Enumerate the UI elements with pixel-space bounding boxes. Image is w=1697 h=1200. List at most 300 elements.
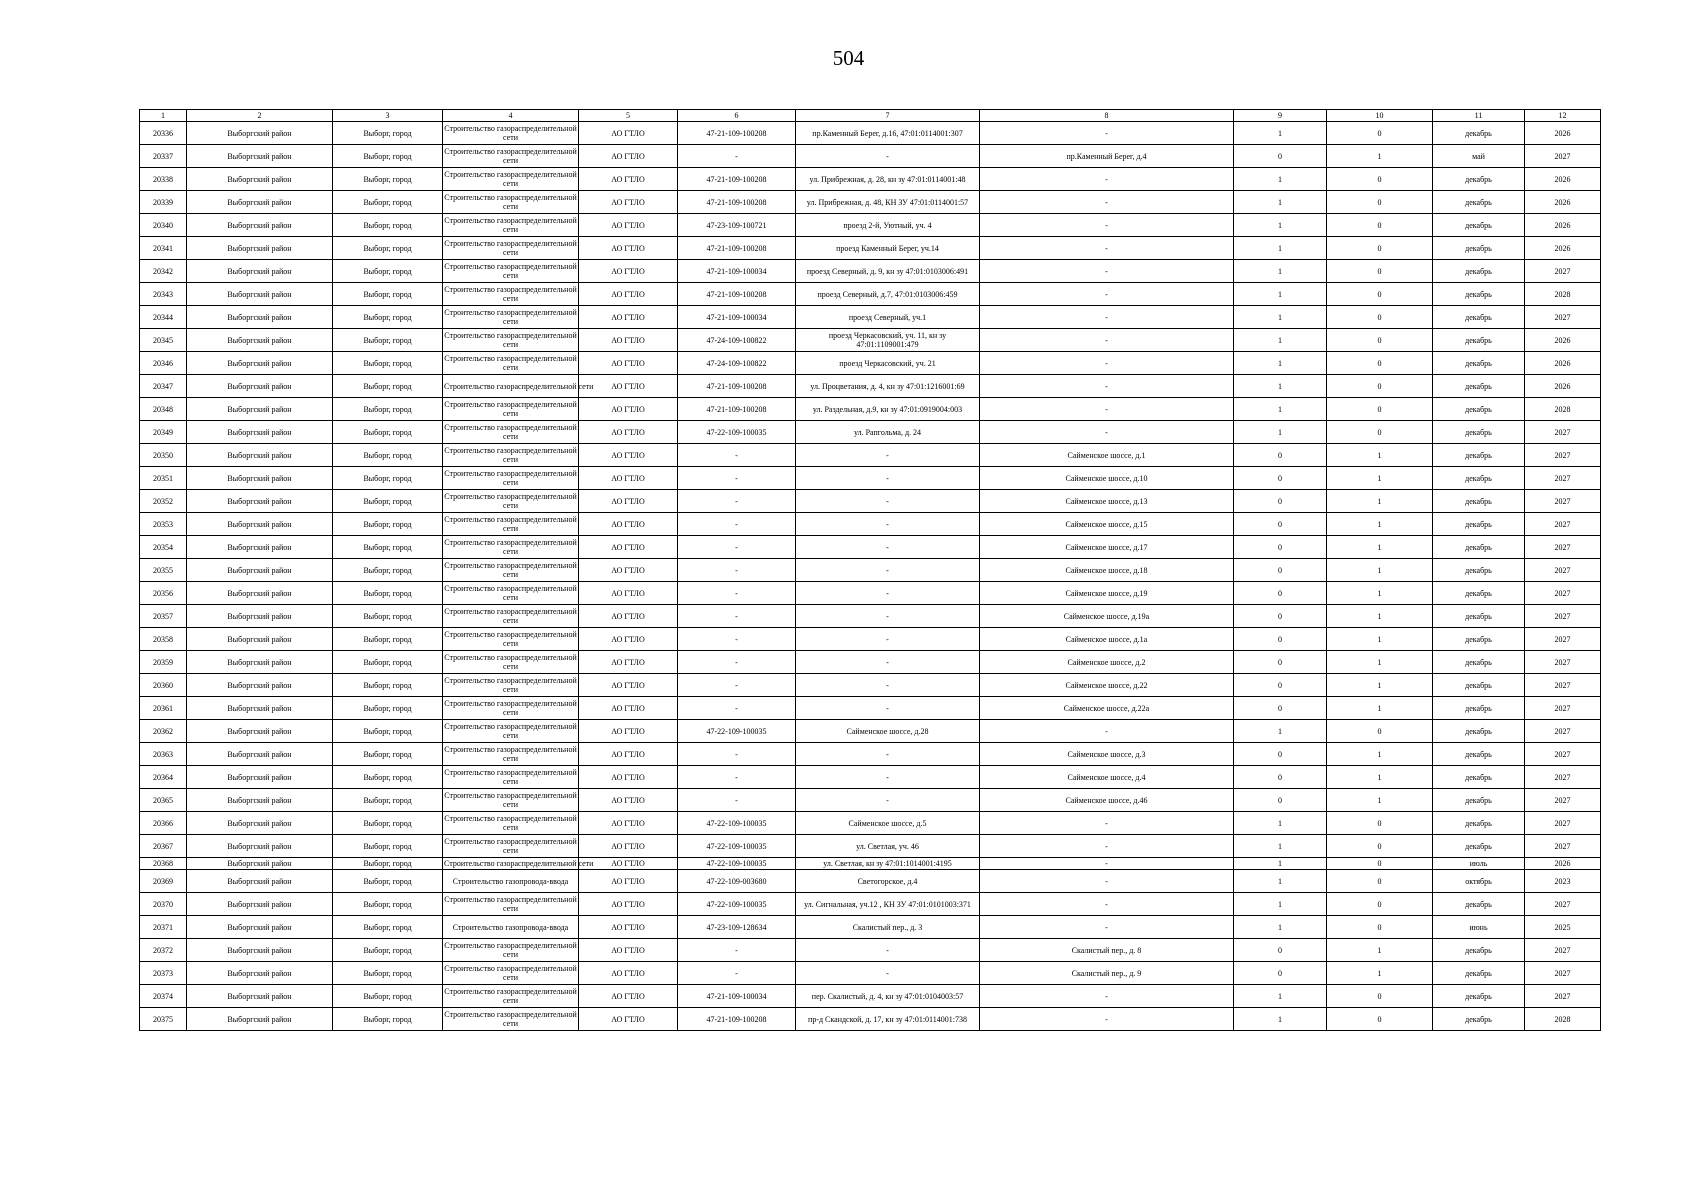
- work-type-cell: Строительство газораспределительной сети: [443, 939, 579, 962]
- district-cell: Выборгский район: [187, 766, 333, 789]
- district-cell: Выборгский район: [187, 168, 333, 191]
- district-cell: Выборгский район: [187, 237, 333, 260]
- month-cell: декабрь: [1433, 985, 1525, 1008]
- table-row: [140, 283, 1601, 306]
- year-cell: 2025: [1525, 916, 1601, 939]
- organization-cell: АО ГТЛО: [579, 939, 678, 962]
- address-with-permit-cell: -: [796, 939, 980, 962]
- column-header: 10: [1327, 110, 1433, 122]
- work-type-cell: Строительство газораспределительной сети: [443, 421, 579, 444]
- gdp-code-cell: -: [678, 605, 796, 628]
- year-cell: 2027: [1525, 605, 1601, 628]
- gdp-code-cell: -: [678, 674, 796, 697]
- count-with-permit-cell: 0: [1234, 743, 1327, 766]
- gdp-code-cell: -: [678, 962, 796, 985]
- district-cell: Выборгский район: [187, 628, 333, 651]
- address-without-permit-cell: Сайменское шоссе, д.2: [980, 651, 1234, 674]
- settlement-cell: Выборг, город: [333, 444, 443, 467]
- table-row: [140, 893, 1601, 916]
- settlement-cell: Выборг, город: [333, 582, 443, 605]
- count-with-permit-cell: 1: [1234, 283, 1327, 306]
- row-number-cell: 20370: [140, 893, 187, 916]
- month-cell: июль: [1433, 858, 1525, 870]
- settlement-cell: Выборг, город: [333, 122, 443, 145]
- row-number-cell: 20341: [140, 237, 187, 260]
- settlement-cell: Выборг, город: [333, 398, 443, 421]
- organization-cell: АО ГТЛО: [579, 962, 678, 985]
- row-number-cell: 20349: [140, 421, 187, 444]
- district-cell: Выборгский район: [187, 283, 333, 306]
- address-with-permit-cell: проезд 2-й, Уютный, уч. 4: [796, 214, 980, 237]
- count-without-permit-cell: 0: [1327, 283, 1433, 306]
- count-with-permit-cell: 1: [1234, 985, 1327, 1008]
- row-number-cell: 20356: [140, 582, 187, 605]
- month-cell: декабрь: [1433, 766, 1525, 789]
- district-cell: Выборгский район: [187, 559, 333, 582]
- organization-cell: АО ГТЛО: [579, 559, 678, 582]
- count-with-permit-cell: 1: [1234, 421, 1327, 444]
- count-without-permit-cell: 0: [1327, 306, 1433, 329]
- count-with-permit-cell: 0: [1234, 674, 1327, 697]
- month-cell: декабрь: [1433, 398, 1525, 421]
- count-with-permit-cell: 1: [1234, 398, 1327, 421]
- address-with-permit-cell: ул. Процветания, д. 4, кн зу 47:01:1216001:69: [796, 375, 980, 398]
- district-cell: Выборгский район: [187, 674, 333, 697]
- table-row: [140, 214, 1601, 237]
- gdp-code-cell: 47-21-109-100034: [678, 306, 796, 329]
- work-type-cell: Строительство газораспределительной сети: [443, 536, 579, 559]
- address-with-permit-cell: ул. Прибрежная, д. 48, КН ЗУ 47:01:0114001:57: [796, 191, 980, 214]
- table-row: [140, 962, 1601, 985]
- settlement-cell: Выборг, город: [333, 766, 443, 789]
- district-cell: Выборгский район: [187, 490, 333, 513]
- address-with-permit-cell: -: [796, 628, 980, 651]
- month-cell: декабрь: [1433, 939, 1525, 962]
- address-without-permit-cell: -: [980, 1008, 1234, 1031]
- address-with-permit-cell: ул. Прибрежная, д. 28, кн зу 47:01:0114001:48: [796, 168, 980, 191]
- month-cell: декабрь: [1433, 893, 1525, 916]
- address-with-permit-cell: проезд Северный, уч.1: [796, 306, 980, 329]
- district-cell: Выборгский район: [187, 513, 333, 536]
- address-with-permit-cell: проезд Каменный Берег, уч.14: [796, 237, 980, 260]
- column-header: 11: [1433, 110, 1525, 122]
- gdp-code-cell: -: [678, 559, 796, 582]
- district-cell: Выборгский район: [187, 352, 333, 375]
- row-number-cell: 20339: [140, 191, 187, 214]
- table-row: [140, 536, 1601, 559]
- organization-cell: АО ГТЛО: [579, 444, 678, 467]
- address-with-permit-cell: -: [796, 651, 980, 674]
- page-number: 504: [832, 46, 865, 70]
- gdp-code-cell: 47-21-109-100208: [678, 237, 796, 260]
- address-with-permit-cell: проезд Черкасовский, уч. 11, кн зу 47:01:1109001:479: [796, 329, 980, 352]
- month-cell: декабрь: [1433, 237, 1525, 260]
- address-with-permit-cell: ул. Светлая, кн зу 47:01:1014001:4195: [796, 858, 980, 870]
- row-number-cell: 20373: [140, 962, 187, 985]
- year-cell: 2027: [1525, 145, 1601, 168]
- address-without-permit-cell: -: [980, 306, 1234, 329]
- address-without-permit-cell: Сайменское шоссе, д.17: [980, 536, 1234, 559]
- row-number-cell: 20336: [140, 122, 187, 145]
- row-number-cell: 20361: [140, 697, 187, 720]
- count-without-permit-cell: 0: [1327, 398, 1433, 421]
- gdp-code-cell: 47-21-109-100208: [678, 375, 796, 398]
- work-type-cell: Строительство газораспределительной сети: [443, 122, 579, 145]
- settlement-cell: Выборг, город: [333, 352, 443, 375]
- month-cell: декабрь: [1433, 122, 1525, 145]
- work-type-cell: Строительство газораспределительной сети: [443, 605, 579, 628]
- gdp-code-cell: 47-22-109-003680: [678, 870, 796, 893]
- year-cell: 2026: [1525, 191, 1601, 214]
- address-without-permit-cell: Сайменское шоссе, д.4: [980, 766, 1234, 789]
- organization-cell: АО ГТЛО: [579, 214, 678, 237]
- organization-cell: АО ГТЛО: [579, 145, 678, 168]
- month-cell: декабрь: [1433, 444, 1525, 467]
- table-row: [140, 720, 1601, 743]
- district-cell: Выборгский район: [187, 306, 333, 329]
- column-header: 4: [443, 110, 579, 122]
- count-without-permit-cell: 1: [1327, 628, 1433, 651]
- year-cell: 2026: [1525, 329, 1601, 352]
- month-cell: декабрь: [1433, 375, 1525, 398]
- address-without-permit-cell: Сайменское шоссе, д.22а: [980, 697, 1234, 720]
- organization-cell: АО ГТЛО: [579, 513, 678, 536]
- address-with-permit-cell: Сайменское шоссе, д.5: [796, 812, 980, 835]
- row-number-cell: 20352: [140, 490, 187, 513]
- row-number-cell: 20360: [140, 674, 187, 697]
- month-cell: декабрь: [1433, 260, 1525, 283]
- count-without-permit-cell: 1: [1327, 582, 1433, 605]
- address-with-permit-cell: ул. Сигнальная, уч.12 , КН ЗУ 47:01:0101003:371: [796, 893, 980, 916]
- count-with-permit-cell: 0: [1234, 536, 1327, 559]
- district-cell: Выборгский район: [187, 214, 333, 237]
- address-with-permit-cell: пер. Скалистый, д. 4, кн зу 47:01:0104003:57: [796, 985, 980, 1008]
- year-cell: 2027: [1525, 467, 1601, 490]
- count-with-permit-cell: 0: [1234, 962, 1327, 985]
- organization-cell: АО ГТЛО: [579, 352, 678, 375]
- organization-cell: АО ГТЛО: [579, 766, 678, 789]
- gdp-code-cell: 47-21-109-100208: [678, 168, 796, 191]
- month-cell: октябрь: [1433, 870, 1525, 893]
- month-cell: декабрь: [1433, 743, 1525, 766]
- address-with-permit-cell: -: [796, 962, 980, 985]
- organization-cell: АО ГТЛО: [579, 812, 678, 835]
- gdp-code-cell: 47-21-109-100208: [678, 398, 796, 421]
- table-row: [140, 870, 1601, 893]
- table-row: [140, 398, 1601, 421]
- month-cell: декабрь: [1433, 812, 1525, 835]
- count-without-permit-cell: 1: [1327, 490, 1433, 513]
- table-row: [140, 375, 1601, 398]
- work-type-cell: Строительство газораспределительной сети: [443, 720, 579, 743]
- row-number-cell: 20340: [140, 214, 187, 237]
- work-type-cell: Строительство газораспределительной сети: [443, 375, 579, 398]
- year-cell: 2027: [1525, 628, 1601, 651]
- district-cell: Выборгский район: [187, 789, 333, 812]
- row-number-cell: 20348: [140, 398, 187, 421]
- work-type-cell: Строительство газораспределительной сети: [443, 444, 579, 467]
- district-cell: Выборгский район: [187, 870, 333, 893]
- settlement-cell: Выборг, город: [333, 789, 443, 812]
- work-type-cell: Строительство газопровода-ввода: [443, 870, 579, 893]
- organization-cell: АО ГТЛО: [579, 720, 678, 743]
- year-cell: 2026: [1525, 122, 1601, 145]
- organization-cell: АО ГТЛО: [579, 1008, 678, 1031]
- year-cell: 2026: [1525, 237, 1601, 260]
- organization-cell: АО ГТЛО: [579, 398, 678, 421]
- settlement-cell: Выборг, город: [333, 962, 443, 985]
- year-cell: 2028: [1525, 283, 1601, 306]
- year-cell: 2027: [1525, 743, 1601, 766]
- month-cell: декабрь: [1433, 720, 1525, 743]
- count-with-permit-cell: 0: [1234, 582, 1327, 605]
- row-number-cell: 20343: [140, 283, 187, 306]
- address-without-permit-cell: -: [980, 237, 1234, 260]
- count-with-permit-cell: 1: [1234, 352, 1327, 375]
- address-with-permit-cell: Светогорское, д.4: [796, 870, 980, 893]
- settlement-cell: Выборг, город: [333, 812, 443, 835]
- district-cell: Выборгский район: [187, 858, 333, 870]
- count-with-permit-cell: 0: [1234, 145, 1327, 168]
- address-with-permit-cell: -: [796, 766, 980, 789]
- address-with-permit-cell: ул. Светлая, уч. 46: [796, 835, 980, 858]
- organization-cell: АО ГТЛО: [579, 467, 678, 490]
- count-without-permit-cell: 1: [1327, 962, 1433, 985]
- organization-cell: АО ГТЛО: [579, 306, 678, 329]
- work-type-cell: Строительство газораспределительной сети: [443, 651, 579, 674]
- table-row: [140, 916, 1601, 939]
- settlement-cell: Выборг, город: [333, 916, 443, 939]
- work-type-cell: Строительство газораспределительной сети: [443, 467, 579, 490]
- district-cell: Выборгский район: [187, 1008, 333, 1031]
- address-without-permit-cell: -: [980, 191, 1234, 214]
- year-cell: 2026: [1525, 858, 1601, 870]
- address-with-permit-cell: -: [796, 490, 980, 513]
- count-without-permit-cell: 0: [1327, 421, 1433, 444]
- address-without-permit-cell: -: [980, 260, 1234, 283]
- gdp-code-cell: 47-22-109-100035: [678, 893, 796, 916]
- address-with-permit-cell: Сайменское шоссе, д.28: [796, 720, 980, 743]
- organization-cell: АО ГТЛО: [579, 674, 678, 697]
- address-without-permit-cell: -: [980, 398, 1234, 421]
- organization-cell: АО ГТЛО: [579, 421, 678, 444]
- settlement-cell: Выборг, город: [333, 1008, 443, 1031]
- month-cell: декабрь: [1433, 962, 1525, 985]
- row-number-cell: 20363: [140, 743, 187, 766]
- count-without-permit-cell: 0: [1327, 352, 1433, 375]
- gdp-code-cell: -: [678, 697, 796, 720]
- count-with-permit-cell: 0: [1234, 605, 1327, 628]
- gdp-code-cell: 47-21-109-100208: [678, 283, 796, 306]
- district-cell: Выборгский район: [187, 421, 333, 444]
- count-with-permit-cell: 0: [1234, 651, 1327, 674]
- column-header: 8: [980, 110, 1234, 122]
- settlement-cell: Выборг, город: [333, 674, 443, 697]
- organization-cell: АО ГТЛО: [579, 870, 678, 893]
- work-type-cell: Строительство газораспределительной сети: [443, 559, 579, 582]
- count-without-permit-cell: 1: [1327, 766, 1433, 789]
- table-row: [140, 513, 1601, 536]
- address-with-permit-cell: проезд Черкасовский, уч. 21: [796, 352, 980, 375]
- year-cell: 2027: [1525, 939, 1601, 962]
- work-type-cell: Строительство газораспределительной сети: [443, 789, 579, 812]
- district-cell: Выборгский район: [187, 939, 333, 962]
- column-header: 9: [1234, 110, 1327, 122]
- gdp-code-cell: 47-22-109-100035: [678, 835, 796, 858]
- count-without-permit-cell: 1: [1327, 697, 1433, 720]
- month-cell: май: [1433, 145, 1525, 168]
- table-row: [140, 352, 1601, 375]
- settlement-cell: Выборг, город: [333, 375, 443, 398]
- year-cell: 2026: [1525, 375, 1601, 398]
- count-with-permit-cell: 1: [1234, 812, 1327, 835]
- work-type-cell: Строительство газораспределительной сети: [443, 283, 579, 306]
- address-without-permit-cell: Сайменское шоссе, д.1а: [980, 628, 1234, 651]
- month-cell: декабрь: [1433, 605, 1525, 628]
- address-without-permit-cell: -: [980, 812, 1234, 835]
- gdp-code-cell: 47-24-109-100822: [678, 329, 796, 352]
- count-with-permit-cell: 1: [1234, 260, 1327, 283]
- month-cell: декабрь: [1433, 674, 1525, 697]
- table-row: [140, 490, 1601, 513]
- address-without-permit-cell: -: [980, 329, 1234, 352]
- work-type-cell: Строительство газораспределительной сети: [443, 398, 579, 421]
- year-cell: 2027: [1525, 559, 1601, 582]
- count-without-permit-cell: 0: [1327, 720, 1433, 743]
- organization-cell: АО ГТЛО: [579, 490, 678, 513]
- settlement-cell: Выборг, город: [333, 467, 443, 490]
- row-number-cell: 20337: [140, 145, 187, 168]
- address-with-permit-cell: -: [796, 559, 980, 582]
- address-without-permit-cell: Сайменское шоссе, д.13: [980, 490, 1234, 513]
- gdp-code-cell: 47-21-109-100034: [678, 260, 796, 283]
- gdp-code-cell: -: [678, 536, 796, 559]
- table-row: [140, 939, 1601, 962]
- organization-cell: АО ГТЛО: [579, 375, 678, 398]
- settlement-cell: Выборг, город: [333, 870, 443, 893]
- work-type-cell: Строительство газораспределительной сети: [443, 260, 579, 283]
- month-cell: декабрь: [1433, 168, 1525, 191]
- year-cell: 2027: [1525, 985, 1601, 1008]
- count-without-permit-cell: 1: [1327, 536, 1433, 559]
- column-header: 3: [333, 110, 443, 122]
- settlement-cell: Выборг, город: [333, 260, 443, 283]
- count-with-permit-cell: 1: [1234, 168, 1327, 191]
- address-without-permit-cell: Сайменское шоссе, д.3: [980, 743, 1234, 766]
- gdp-code-cell: -: [678, 582, 796, 605]
- district-cell: Выборгский район: [187, 605, 333, 628]
- work-type-cell: Строительство газораспределительной сети: [443, 835, 579, 858]
- row-number-cell: 20368: [140, 858, 187, 870]
- work-type-cell: Строительство газораспределительной сети: [443, 306, 579, 329]
- settlement-cell: Выборг, город: [333, 237, 443, 260]
- work-type-cell: Строительство газораспределительной сети: [443, 628, 579, 651]
- gdp-code-cell: -: [678, 628, 796, 651]
- count-without-permit-cell: 1: [1327, 674, 1433, 697]
- row-number-cell: 20364: [140, 766, 187, 789]
- year-cell: 2023: [1525, 870, 1601, 893]
- table-row: [140, 835, 1601, 858]
- district-cell: Выборгский район: [187, 962, 333, 985]
- column-header: 1: [140, 110, 187, 122]
- year-cell: 2026: [1525, 168, 1601, 191]
- count-without-permit-cell: 1: [1327, 559, 1433, 582]
- settlement-cell: Выборг, город: [333, 605, 443, 628]
- count-without-permit-cell: 0: [1327, 375, 1433, 398]
- count-with-permit-cell: 1: [1234, 306, 1327, 329]
- year-cell: 2027: [1525, 720, 1601, 743]
- gdp-code-cell: -: [678, 766, 796, 789]
- address-with-permit-cell: ул. Раздельная, д.9, кн зу 47:01:0919004:003: [796, 398, 980, 421]
- settlement-cell: Выборг, город: [333, 306, 443, 329]
- organization-cell: АО ГТЛО: [579, 122, 678, 145]
- district-cell: Выборгский район: [187, 375, 333, 398]
- month-cell: декабрь: [1433, 559, 1525, 582]
- address-with-permit-cell: проезд Северный, д.7, 47:01:0103006:459: [796, 283, 980, 306]
- settlement-cell: Выборг, город: [333, 628, 443, 651]
- count-with-permit-cell: 0: [1234, 490, 1327, 513]
- table-row: [140, 168, 1601, 191]
- district-cell: Выборгский район: [187, 122, 333, 145]
- address-with-permit-cell: Скалистый пер., д. 3: [796, 916, 980, 939]
- district-cell: Выборгский район: [187, 720, 333, 743]
- address-without-permit-cell: -: [980, 352, 1234, 375]
- year-cell: 2027: [1525, 766, 1601, 789]
- gdp-code-cell: -: [678, 467, 796, 490]
- row-number-cell: 20346: [140, 352, 187, 375]
- work-type-cell: Строительство газораспределительной сети: [444, 859, 594, 868]
- settlement-cell: Выборг, город: [333, 559, 443, 582]
- work-type-cell: Строительство газораспределительной сети: [443, 697, 579, 720]
- column-header: 6: [678, 110, 796, 122]
- table-row: [140, 191, 1601, 214]
- count-without-permit-cell: 0: [1327, 858, 1433, 870]
- work-type-cell: Строительство газораспределительной сети: [443, 145, 579, 168]
- month-cell: декабрь: [1433, 191, 1525, 214]
- address-with-permit-cell: -: [796, 743, 980, 766]
- table-row: [140, 1008, 1601, 1031]
- gdp-code-cell: 47-23-109-128634: [678, 916, 796, 939]
- organization-cell: АО ГТЛО: [579, 329, 678, 352]
- district-cell: Выборгский район: [187, 916, 333, 939]
- address-with-permit-cell: -: [796, 536, 980, 559]
- organization-cell: АО ГТЛО: [579, 789, 678, 812]
- gdp-code-cell: 47-22-109-100035: [678, 858, 796, 870]
- year-cell: 2026: [1525, 352, 1601, 375]
- row-number-cell: 20362: [140, 720, 187, 743]
- settlement-cell: Выборг, город: [333, 720, 443, 743]
- address-without-permit-cell: Сайменское шоссе, д.15: [980, 513, 1234, 536]
- count-without-permit-cell: 1: [1327, 513, 1433, 536]
- organization-cell: АО ГТЛО: [579, 835, 678, 858]
- column-header: 5: [579, 110, 678, 122]
- row-number-cell: 20347: [140, 375, 187, 398]
- work-type-cell: Строительство газораспределительной сети: [443, 513, 579, 536]
- district-cell: Выборгский район: [187, 444, 333, 467]
- work-type-cell: Строительство газораспределительной сети: [443, 1008, 579, 1031]
- district-cell: Выборгский район: [187, 651, 333, 674]
- row-number-cell: 20353: [140, 513, 187, 536]
- count-with-permit-cell: 0: [1234, 444, 1327, 467]
- organization-cell: АО ГТЛО: [579, 916, 678, 939]
- address-without-permit-cell: Сайменское шоссе, д.1: [980, 444, 1234, 467]
- row-number-cell: 20359: [140, 651, 187, 674]
- address-without-permit-cell: Скалистый пер., д. 8: [980, 939, 1234, 962]
- month-cell: декабрь: [1433, 283, 1525, 306]
- address-without-permit-cell: -: [980, 916, 1234, 939]
- settlement-cell: Выборг, город: [333, 145, 443, 168]
- year-cell: 2028: [1525, 1008, 1601, 1031]
